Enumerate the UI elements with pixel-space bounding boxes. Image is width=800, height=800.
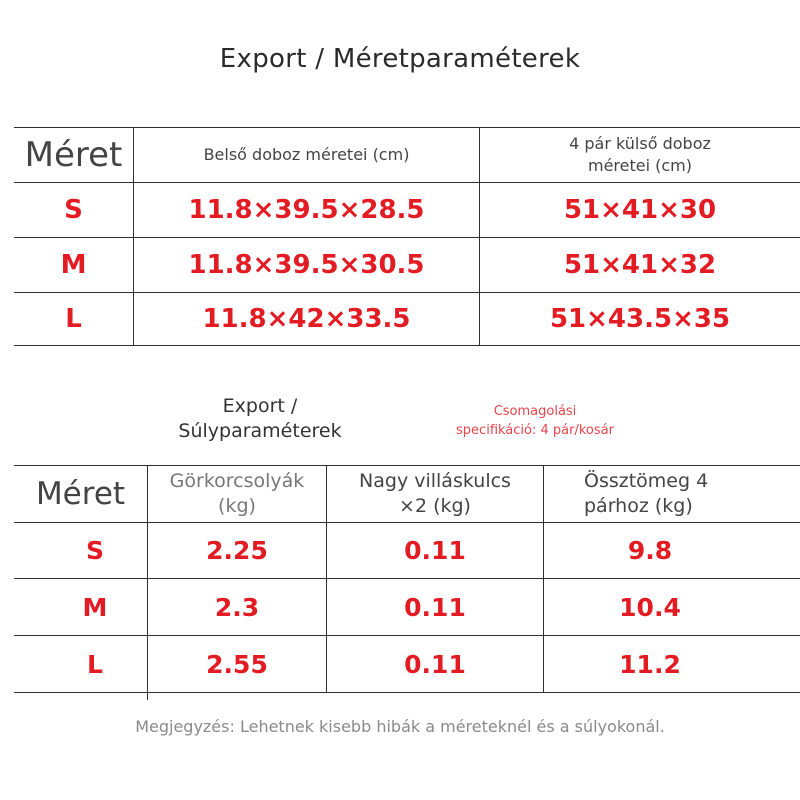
size-header: Méret <box>35 476 126 512</box>
total-weight-value: 11.2 <box>619 649 681 679</box>
weight-section-title-line2: Súlyparaméterek <box>178 420 342 442</box>
wrench-weight-value: 0.11 <box>404 592 466 622</box>
wrench-weight-value: 0.11 <box>404 536 466 565</box>
packaging-note-line1: Csomagolási <box>493 404 577 419</box>
size-label: L <box>87 649 103 679</box>
size-label: L <box>65 304 82 334</box>
size-label: S <box>85 536 104 565</box>
size-label: M <box>82 592 108 622</box>
outer-box-header-line1: 4 pár külső doboz <box>569 134 711 153</box>
outer-dimension-value: 51×41×30 <box>563 195 717 225</box>
outer-dimension-value: 51×41×32 <box>563 250 717 280</box>
total-weight-value: 10.4 <box>619 592 681 622</box>
wrench-weight-header-line2: ×2 (kg) <box>399 495 471 517</box>
packaging-note <box>430 402 640 440</box>
skates-weight-header <box>148 466 326 522</box>
inner-dimension-value: 11.8×39.5×28.5 <box>188 195 425 225</box>
total-weight-header <box>544 466 800 522</box>
skates-weight-value: 2.25 <box>206 536 268 565</box>
size-header: Méret <box>24 135 123 175</box>
skates-weight-value: 2.55 <box>206 649 268 679</box>
skates-weight-value: 2.3 <box>214 592 260 622</box>
table-border <box>14 345 800 346</box>
wrench-weight-header <box>327 466 543 522</box>
wrench-weight-header-line1: Nagy villáskulcs <box>359 470 511 492</box>
page-title: Export / Méretparaméterek <box>219 44 581 74</box>
inner-dimension-value: 11.8×39.5×30.5 <box>188 250 425 280</box>
skates-weight-header-line2: (kg) <box>218 495 256 517</box>
packaging-note-line2: specifikáció: 4 pár/kosár <box>456 423 614 438</box>
size-label: M <box>60 250 87 280</box>
outer-box-header-line2: méretei (cm) <box>587 156 692 175</box>
table-border <box>14 692 800 693</box>
total-weight-value: 9.8 <box>627 536 673 565</box>
outer-box-header <box>480 128 800 182</box>
total-weight-header-line2: párhoz (kg) <box>584 495 693 517</box>
inner-box-header: Belső doboz méretei (cm) <box>203 145 410 164</box>
weight-section-title-line1: Export / <box>222 395 298 417</box>
weight-section-title <box>150 394 370 444</box>
inner-dimension-value: 11.8×42×33.5 <box>202 304 411 334</box>
size-label: S <box>64 195 83 225</box>
outer-dimension-value: 51×43.5×35 <box>549 304 731 334</box>
wrench-weight-value: 0.11 <box>404 649 466 679</box>
footnote: Megjegyzés: Lehetnek kisebb hibák a méreteknél és a súlyokonál. <box>135 717 665 736</box>
total-weight-header-line1: Össztömeg 4 <box>584 470 709 492</box>
skates-weight-header-line1: Görkorcsolyák <box>169 470 305 492</box>
